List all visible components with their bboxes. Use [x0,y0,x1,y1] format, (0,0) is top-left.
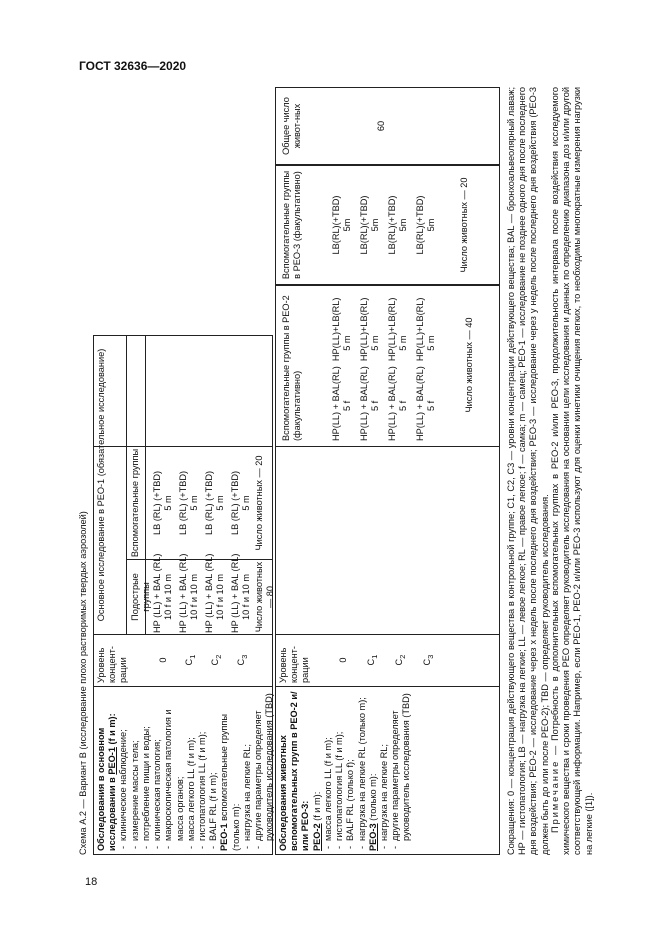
document-header: ГОСТ 32636—2020 [79,59,187,73]
list-item: - измерение массы тела; [130,691,141,851]
list-item: - другие параметры определяет руководитель исследования (TBD) [253,691,275,851]
reo3-row-1: LB(RL)(+TBD) 5m [331,195,353,255]
note-text: Примечание — Потребность в дополнительных вспомогательных группах в РЕО-2 и/или РЕО-3, продолжительность интервала после воздействия исследуемого химического вещества и сроки проведения РЕО определяет руководитель исследования на основании цели исследования и данных по определению диапазона доз и/или другой соответствующей информации. Например, если РЕО-1, РЕО-2 и/или РЕО-3 используют для оценки кинетики очищения легких, то необходимы многократные измерения нагрузки на легкие ([1]). [550,87,594,855]
reo2-row-4: HP(LL) + BAL(RL) HP(LL)+LB(RL) 5 f5 m [415,297,437,441]
list-item: - нагрузка на легкие RL; [242,691,253,851]
block1-list [118,691,219,851]
block1-row-4-subacute: HP (LL) + BAL (RL) 10 f и 10 m [230,553,252,633]
block2-title-line2: вспомогательных групп в РЕО-2 и/ [289,691,300,851]
reo2-row-2: HP(LL) + BAL(RL) HP(LL)+LB(RL) 5 f5 m [359,297,381,441]
list-item: - гистопатология LL (f и m); [197,691,208,851]
list-item: - BALF RL (f и m); [208,691,219,851]
block2-level-c2: $C_2$ [394,654,407,666]
list-item: - нагрузка на легкие RL (только m); [357,691,368,851]
block2-level-c3: $C_3$ [422,654,435,666]
reo3-count: Число животных — 20 [459,177,469,273]
reo3-header: Вспомогательные группы в РЕО-3 (факультативно) [281,170,303,280]
subacute-header: Подострые группы [130,573,152,621]
total-header: Общее число живот-ных [281,97,303,155]
block1-main-header: Основное исследование в РЕО-1 (обязательное исследование) [96,348,106,622]
list-item: - потребление пищи и воды; [141,691,152,851]
block2-description [278,691,413,851]
block1-row-2-subacute: HP (LL) + BAL (RL) 10 f и 10 m [178,553,200,633]
block2-level-header: Уровень концент-рации [278,646,311,683]
scheme-caption: Схема А.2 — Вариант В (исследование плохо растворимых твердых аэрозолей) [78,511,88,855]
block1-row-3-subacute: HP (LL) + BAL (RL) 10 f и 10 m [204,553,226,633]
level-c2: $C_2$ [210,654,223,666]
block2-title-line1: Обследования животных [278,735,288,851]
block2-level-0: 0 [338,657,348,663]
reo3-row-3: LB(RL)(+TBD) 5m [387,195,409,255]
reo3-row-2: LB(RL)(+TBD) 5m [359,195,381,255]
block2-list-2 [379,691,413,851]
block1-list-2 [242,691,276,851]
block1-row-2-aux: LB (RL) (+TBD) 5 m [178,470,200,536]
reo2-row-1: HP(LL) + BAL(RL) HP(LL)+LB(RL) 5 f5 m [331,297,353,441]
block2-reo3-line: РЕО-3 (только m): [367,773,378,851]
block2-reo2-line: РЕО-2 (f и m): [311,791,322,851]
block1-reo1-line: РЕО-1 вспомогательные группы (только m): [219,714,241,851]
total-value: 60 [376,120,386,132]
rotated-content [76,65,596,865]
list-item: - макроскопическая патология и масса органов; [163,691,185,851]
block1-row-1-subacute: HP (LL) + BAL (RL) 10 f и 10 m [152,553,174,633]
block1-row-1-aux: LB (RL) (+TBD) 5 m [152,470,174,536]
list-item: - масса легкого LL (f и m); [186,691,197,851]
reo2-row-3: HP(LL) + BAL(RL) HP(LL)+LB(RL) 5 f5 m [387,297,409,441]
block1-row-3-aux: LB (RL) (+TBD) 5 m [204,470,226,536]
block2-list [323,691,368,851]
block1-description [96,691,276,851]
block2-title-line3: или РЕО-3: [300,800,311,851]
block2-level-c1: $C_1$ [366,654,379,666]
block1-title-line2: исследовании в РЕО-1 (f и m): [107,713,118,851]
level-c1: $C_1$ [184,654,197,666]
list-item: - масса легкого LL (f и m); [323,691,334,851]
block1-row-4-aux: LB (RL) (+TBD) 5 m [230,470,252,536]
abbreviations-text: Сокращения: 0 — концентрация действующего вещества в контрольной группе; C1, C2, C3 — уровни концентрации действующего вещества; BAL — бронхоальвеолярный лаваж; HP — гистопатология; LB — нагрузка на легкие; LL — левое легкое; RL — правое легкое; f — самка; m — самец; РЕО-1 — исследование не позднее одного дня после последнего дня воздействия; РЕО-2 — исследование через x недель после последнего дня воздействия; РЕО-3 — исследование через y недель после последнего дня воздействия (РЕО-3 должен быть до или после РЕО-2); TBD — определяет руководитель исследования. [506,87,550,855]
block1-level-header: Уровень концент-рации [96,646,129,683]
list-item: - клиническое наблюдение; [118,691,129,851]
block1-count-aux: Число животных — 20 [254,455,264,551]
reo2-header: Вспомогательные группы в РЕО-2 (факультативно) [281,295,303,441]
list-item: - клиническая патология; [152,691,163,851]
aux-header: Вспомогательные группы [130,448,140,558]
list-item: - BALF RL (только f); [345,691,356,851]
reo2-count: Число животных — 40 [464,317,474,413]
level-0: 0 [158,657,168,663]
block1-count-subacute: Число животных — 80 [254,561,276,633]
list-item: - другие параметры определяет руководитель исследования (TBD) [390,691,412,851]
level-c3: $C_3$ [236,654,249,666]
list-item: - гистопатология LL (f и m); [334,691,345,851]
reo3-row-4: LB(RL)(+TBD) 5m [415,195,437,255]
block1-title-line1: Обследования в основном [96,727,106,851]
page-number: 18 [85,876,98,888]
list-item: - нагрузка на легкие RL; [379,691,390,851]
